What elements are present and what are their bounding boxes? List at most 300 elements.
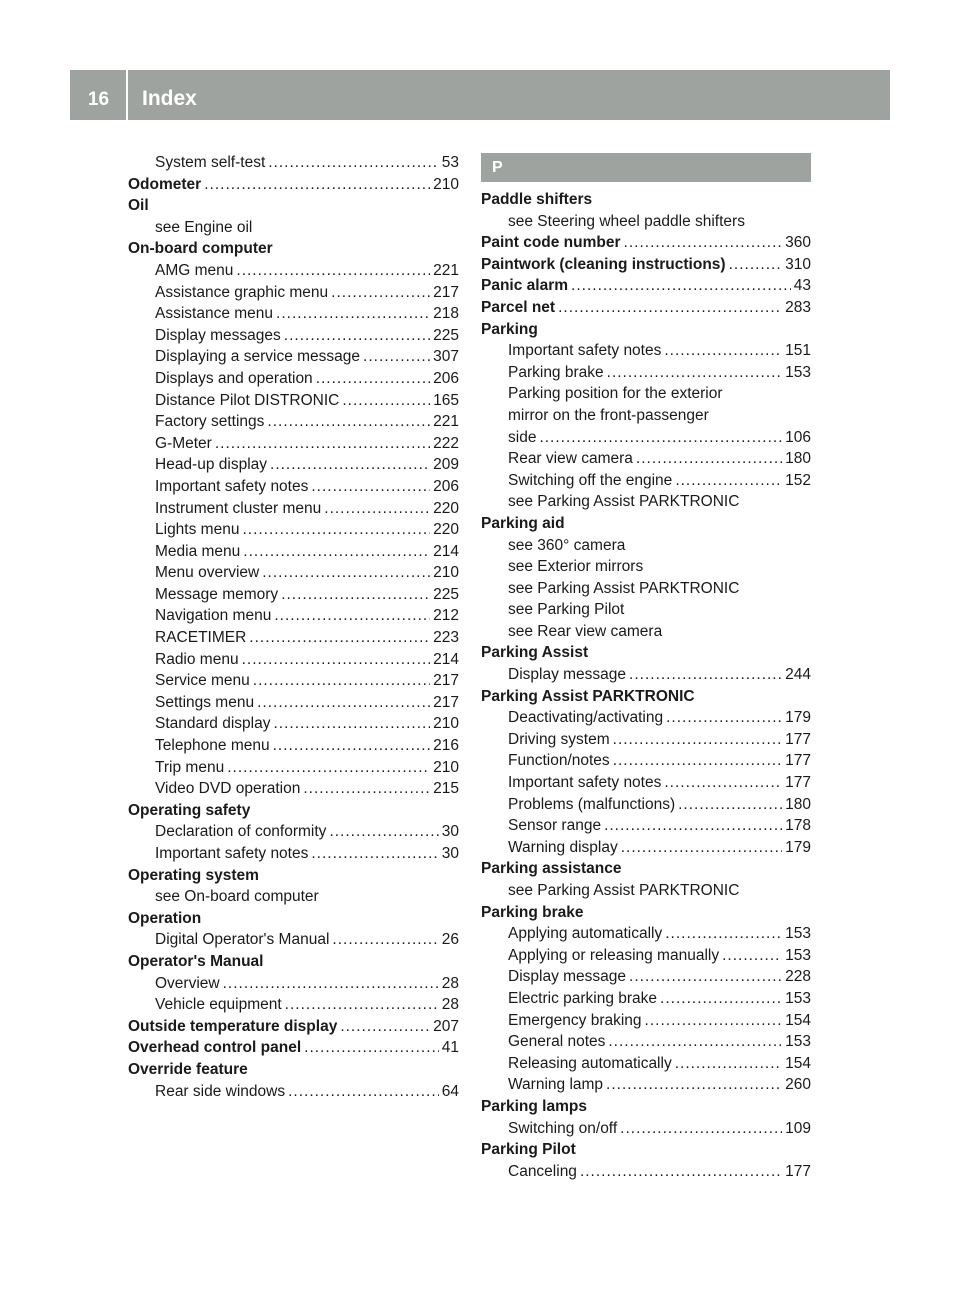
dot-leader	[621, 837, 782, 859]
entry-label: Parking brake	[481, 903, 584, 921]
entry-label: Assistance graphic menu	[155, 283, 329, 301]
entry-label: Sensor range	[508, 817, 602, 835]
entry-label: Rear side windows	[155, 1082, 286, 1100]
page-reference: 210	[433, 758, 459, 776]
page-reference: 218	[433, 305, 459, 323]
index-subentry	[128, 692, 459, 714]
page-reference: 212	[433, 607, 459, 625]
entry-label: Parking Assist PARKTRONIC	[481, 687, 695, 705]
index-subentry	[128, 346, 459, 368]
dot-leader	[613, 750, 782, 772]
entry-label: Parking	[481, 320, 538, 338]
entry-label: Lights menu	[155, 521, 240, 539]
dot-leader	[285, 994, 439, 1016]
index-subentry	[128, 476, 459, 498]
index-subentry	[481, 211, 811, 233]
dot-leader	[236, 260, 430, 282]
header-divider	[126, 70, 128, 120]
index-column-right	[481, 152, 811, 1182]
dot-leader	[316, 368, 430, 390]
entry-label: Trip menu	[155, 758, 225, 776]
page-reference: 153	[785, 946, 811, 964]
entry-label: Display message	[508, 968, 627, 986]
dot-leader	[243, 541, 430, 563]
index-entry	[128, 195, 459, 217]
index-entry	[481, 858, 811, 880]
index-column-left	[128, 152, 459, 1102]
page-reference: 180	[785, 795, 811, 813]
page-reference: 153	[785, 1033, 811, 1051]
entry-label: Paintwork (cleaning instructions)	[481, 255, 726, 273]
index-entry	[481, 232, 811, 254]
index-subentry	[128, 778, 459, 800]
page-reference: 30	[441, 845, 459, 862]
section-letter-header: P	[481, 153, 811, 182]
entry-label: Problems (malfunctions)	[508, 795, 676, 813]
dot-leader	[607, 362, 782, 384]
entry-label: see Engine oil	[155, 218, 253, 236]
page-reference: 153	[785, 925, 811, 943]
page-reference: 26	[441, 931, 459, 949]
index-subentry	[481, 578, 811, 600]
index-subentry	[128, 821, 459, 843]
index-entry	[481, 275, 811, 297]
dot-leader	[340, 1016, 430, 1038]
entry-label: Important safety notes	[155, 477, 309, 495]
index-entry	[128, 951, 459, 973]
index-entry	[128, 1016, 459, 1038]
page-reference: 207	[433, 1017, 459, 1035]
dot-leader	[249, 627, 430, 649]
page-reference: 206	[433, 477, 459, 495]
index-entry	[128, 238, 459, 260]
entry-label: Warning display	[508, 838, 618, 856]
page-reference: 210	[433, 564, 459, 582]
index-entry	[481, 297, 811, 319]
dot-leader	[664, 772, 782, 794]
dot-leader	[666, 707, 782, 729]
index-entry	[481, 1096, 811, 1118]
entry-label: Digital Operator's Manual	[155, 931, 330, 949]
dot-leader	[660, 988, 782, 1010]
index-subentry	[481, 880, 811, 902]
dot-leader	[223, 973, 439, 995]
index-subentry	[128, 411, 459, 433]
entry-label: Parking aid	[481, 514, 565, 532]
page-reference: 179	[785, 838, 811, 856]
index-subentry	[128, 325, 459, 347]
index-subentry	[481, 664, 811, 686]
index-subentry	[481, 362, 811, 384]
page-reference: 178	[785, 817, 811, 835]
index-entry	[481, 189, 811, 211]
entry-label: see On-board computer	[155, 888, 319, 906]
entry-label: Media menu	[155, 542, 241, 560]
index-entry	[481, 902, 811, 924]
entry-label: Display message	[508, 666, 627, 684]
index-subentry	[481, 1010, 811, 1032]
index-subentry	[128, 929, 459, 951]
page-reference: 260	[785, 1076, 811, 1094]
dot-leader	[664, 340, 782, 362]
entry-label: Standard display	[155, 715, 271, 733]
entry-label: Releasing automatically	[508, 1054, 672, 1072]
page-reference: 210	[433, 175, 459, 193]
page-reference: 153	[785, 363, 811, 381]
entry-label: Rear view camera	[508, 450, 633, 468]
page-reference: 28	[441, 974, 459, 992]
entry-label: Switching on/off	[508, 1119, 618, 1137]
entry-label: Vehicle equipment	[155, 996, 282, 1014]
index-subentry	[481, 427, 811, 449]
dot-leader	[276, 303, 430, 325]
index-entries-right	[481, 189, 811, 1182]
index-subentry	[128, 605, 459, 627]
dot-leader	[629, 966, 782, 988]
page-reference: 151	[785, 342, 811, 360]
entry-label: AMG menu	[155, 261, 234, 279]
dot-leader	[608, 1031, 782, 1053]
entry-label: see Parking Assist PARKTRONIC	[508, 882, 740, 899]
index-subentry	[128, 886, 459, 908]
index-entry	[481, 686, 811, 708]
index-subentry	[481, 405, 811, 427]
index-entry	[481, 1139, 811, 1161]
page-reference: 41	[441, 1039, 459, 1057]
dot-leader	[645, 1010, 783, 1032]
entry-label: Parcel net	[481, 298, 556, 316]
entry-label: G-Meter	[155, 434, 212, 452]
entry-label: Declaration of conformity	[155, 823, 327, 841]
entry-label: RACETIMER	[155, 629, 247, 647]
page-reference: 307	[433, 348, 459, 366]
page-reference: 177	[785, 774, 811, 792]
entry-label: Operator's Manual	[128, 952, 264, 970]
entry-label: Important safety notes	[508, 342, 662, 360]
index-subentry	[128, 670, 459, 692]
page-reference: 64	[441, 1082, 459, 1100]
page-reference: 225	[433, 326, 459, 344]
index-subentry	[481, 772, 811, 794]
index-subentry	[128, 260, 459, 282]
entry-label: Function/notes	[508, 752, 610, 770]
entry-label: Overview	[155, 974, 220, 992]
page-reference: 360	[785, 234, 811, 252]
index-subentry	[481, 1053, 811, 1075]
page-reference: 310	[785, 255, 811, 273]
index-subentry	[128, 454, 459, 476]
dot-leader	[604, 815, 782, 837]
dot-leader	[620, 1118, 782, 1140]
page-reference: 179	[785, 709, 811, 727]
entry-label: Operation	[128, 909, 202, 927]
dot-leader	[227, 757, 430, 779]
page-reference: 221	[433, 413, 459, 431]
page-reference: 154	[785, 1011, 811, 1029]
index-subentry	[481, 1161, 811, 1183]
entry-label: Outside temperature display	[128, 1017, 338, 1035]
page-reference: 153	[785, 989, 811, 1007]
entry-label: Paddle shifters	[481, 191, 593, 208]
page-reference: 209	[433, 456, 459, 474]
entry-label: General notes	[508, 1033, 606, 1051]
entry-label: Video DVD operation	[155, 780, 301, 798]
entry-label: Overhead control panel	[128, 1039, 302, 1057]
dot-leader	[342, 390, 430, 412]
dot-leader	[242, 649, 431, 671]
index-subentry	[128, 368, 459, 390]
index-entry	[481, 513, 811, 535]
entry-label: Override feature	[128, 1060, 248, 1078]
entry-label: Paint code number	[481, 234, 621, 252]
dot-leader	[311, 843, 438, 865]
index-subentry	[128, 390, 459, 412]
page-reference: 165	[433, 391, 459, 409]
entry-label: Parking assistance	[481, 860, 622, 878]
dot-leader	[629, 664, 782, 686]
dot-leader	[675, 470, 782, 492]
entry-label: Switching off the engine	[508, 471, 673, 489]
entry-label: see Rear view camera	[508, 622, 663, 640]
dot-leader	[363, 346, 430, 368]
index-subentry	[481, 945, 811, 967]
entry-label: Radio menu	[155, 650, 239, 668]
page-reference: 244	[785, 666, 811, 684]
page-reference: 180	[785, 450, 811, 468]
index-subentry	[128, 973, 459, 995]
entry-label: Panic alarm	[481, 277, 569, 295]
page-reference: 217	[433, 693, 459, 711]
entry-label: Message memory	[155, 585, 279, 603]
index-entry	[128, 1037, 459, 1059]
index-subentry	[481, 988, 811, 1010]
dot-leader	[729, 254, 783, 276]
dot-leader	[262, 562, 430, 584]
dot-leader	[288, 1081, 439, 1103]
dot-leader	[273, 713, 430, 735]
page-reference: 222	[433, 434, 459, 452]
page-reference: 283	[785, 298, 811, 316]
page-reference: 210	[433, 715, 459, 733]
page-title: Index	[142, 87, 197, 110]
dot-leader	[571, 275, 791, 297]
index-subentry	[128, 1081, 459, 1103]
dot-leader	[304, 1037, 439, 1059]
dot-leader	[311, 476, 430, 498]
index-subentry	[128, 152, 459, 174]
index-subentry	[481, 923, 811, 945]
index-subentry	[481, 794, 811, 816]
dot-leader	[539, 427, 782, 449]
entry-label: On-board computer	[128, 240, 273, 258]
entry-label: Driving system	[508, 730, 610, 748]
entry-label: Display messages	[155, 326, 281, 344]
index-subentry	[481, 383, 811, 405]
page-reference: 215	[433, 780, 459, 798]
page-reference: 220	[433, 521, 459, 539]
dot-leader	[274, 605, 430, 627]
dot-leader	[636, 448, 782, 470]
entry-label: Operating safety	[128, 801, 251, 819]
entry-label: Assistance menu	[155, 305, 274, 323]
dot-leader	[613, 729, 782, 751]
index-subentry	[128, 757, 459, 779]
page-reference: 177	[785, 730, 811, 748]
entry-label: Distance Pilot DISTRONIC	[155, 391, 340, 409]
entry-label: Applying or releasing manually	[508, 946, 720, 964]
entry-label: see Parking Assist PARKTRONIC	[508, 493, 740, 511]
entry-label: see Exterior mirrors	[508, 558, 644, 576]
index-subentry	[481, 448, 811, 470]
page-reference: 177	[785, 752, 811, 770]
dot-leader	[270, 454, 430, 476]
entry-label: Operating system	[128, 866, 259, 884]
index-entry	[481, 642, 811, 664]
index-subentry	[128, 649, 459, 671]
dot-leader	[268, 152, 439, 174]
entry-label: System self-test	[155, 154, 266, 171]
dot-leader	[242, 519, 430, 541]
entry-label: Parking brake	[508, 363, 604, 381]
entry-label: see Parking Assist PARKTRONIC	[508, 579, 740, 597]
page-reference: 214	[433, 542, 459, 560]
index-subentry	[481, 340, 811, 362]
page-reference: 152	[785, 471, 811, 489]
entry-label: Service menu	[155, 672, 250, 690]
dot-leader	[257, 692, 430, 714]
entry-label: Parking position for the exterior	[508, 385, 723, 403]
page-reference: 217	[433, 283, 459, 301]
dot-leader	[324, 498, 430, 520]
entry-label: Displaying a service message	[155, 348, 361, 366]
page-reference: 28	[441, 996, 459, 1014]
entry-label: Factory settings	[155, 413, 265, 431]
index-subentry	[481, 621, 811, 643]
entry-label: Settings menu	[155, 693, 255, 711]
index-subentry	[481, 535, 811, 557]
dot-leader	[722, 945, 782, 967]
entry-label: see Steering wheel paddle shifters	[508, 212, 745, 230]
entry-label: Parking Assist	[481, 644, 589, 662]
entry-label: Important safety notes	[508, 774, 662, 792]
index-subentry	[128, 994, 459, 1016]
page-reference: 53	[441, 154, 459, 171]
index-subentry	[128, 735, 459, 757]
index-subentry	[128, 584, 459, 606]
page-reference: 154	[785, 1054, 811, 1072]
entry-label: Electric parking brake	[508, 989, 658, 1007]
entry-label: mirror on the front-passenger	[508, 406, 709, 424]
entry-label: Applying automatically	[508, 925, 663, 943]
index-subentry	[481, 837, 811, 859]
dot-leader	[606, 1074, 782, 1096]
index-subentry	[128, 541, 459, 563]
index-subentry	[481, 556, 811, 578]
page-reference: 216	[433, 737, 459, 755]
entry-label: Parking Pilot	[481, 1141, 576, 1159]
page-reference: 30	[441, 823, 459, 841]
index-subentry	[128, 843, 459, 865]
entry-label: see Parking Pilot	[508, 601, 625, 619]
dot-leader	[273, 735, 431, 757]
dot-leader	[665, 923, 782, 945]
entry-label: Navigation menu	[155, 607, 272, 625]
page-number: 16	[87, 89, 110, 110]
dot-leader	[204, 174, 430, 196]
index-entry	[128, 908, 459, 930]
entry-label: Displays and operation	[155, 369, 313, 387]
dot-leader	[332, 929, 438, 951]
page-reference: 43	[793, 277, 811, 295]
entry-label: Canceling	[508, 1162, 577, 1180]
dot-leader	[284, 325, 430, 347]
entry-label: Head-up display	[155, 456, 268, 474]
index-subentry	[481, 729, 811, 751]
page-reference: 217	[433, 672, 459, 690]
dot-leader	[678, 794, 782, 816]
page-reference: 221	[433, 261, 459, 279]
page-reference: 206	[433, 369, 459, 387]
index-entry	[481, 254, 811, 276]
page-reference: 225	[433, 585, 459, 603]
entry-label: Telephone menu	[155, 737, 270, 755]
index-subentry	[481, 750, 811, 772]
entry-label: Emergency braking	[508, 1011, 642, 1029]
entry-label: Oil	[128, 197, 149, 215]
index-entry	[481, 319, 811, 341]
entry-label: Menu overview	[155, 564, 260, 582]
page-reference: 228	[785, 968, 811, 986]
index-subentry	[128, 562, 459, 584]
dot-leader	[303, 778, 430, 800]
index-subentry	[481, 815, 811, 837]
dot-leader	[329, 821, 438, 843]
entry-label: see 360° camera	[508, 536, 626, 554]
dot-leader	[215, 433, 430, 455]
index-subentry	[128, 519, 459, 541]
index-subentry	[128, 713, 459, 735]
index-entry	[128, 800, 459, 822]
index-subentry	[481, 1031, 811, 1053]
index-subentry	[128, 498, 459, 520]
entry-label: Instrument cluster menu	[155, 499, 322, 517]
dot-leader	[253, 670, 430, 692]
dot-leader	[267, 411, 430, 433]
index-subentry	[481, 1118, 811, 1140]
index-subentry	[128, 303, 459, 325]
index-subentry	[128, 433, 459, 455]
index-entry	[128, 174, 459, 196]
entry-label: Parking lamps	[481, 1097, 587, 1115]
index-subentry	[128, 282, 459, 304]
dot-leader	[675, 1053, 782, 1075]
index-subentry	[481, 966, 811, 988]
entry-label: Deactivating/activating	[508, 709, 664, 727]
entry-label: side	[508, 428, 537, 446]
dot-leader	[558, 297, 782, 319]
dot-leader	[580, 1161, 782, 1183]
index-subentry	[128, 627, 459, 649]
index-entry	[128, 1059, 459, 1081]
dot-leader	[624, 232, 783, 254]
index-subentry	[481, 599, 811, 621]
page-reference: 177	[785, 1162, 811, 1180]
page-reference: 214	[433, 650, 459, 668]
index-subentry	[128, 217, 459, 239]
page-reference: 220	[433, 499, 459, 517]
index-entry	[128, 865, 459, 887]
index-subentry	[481, 491, 811, 513]
